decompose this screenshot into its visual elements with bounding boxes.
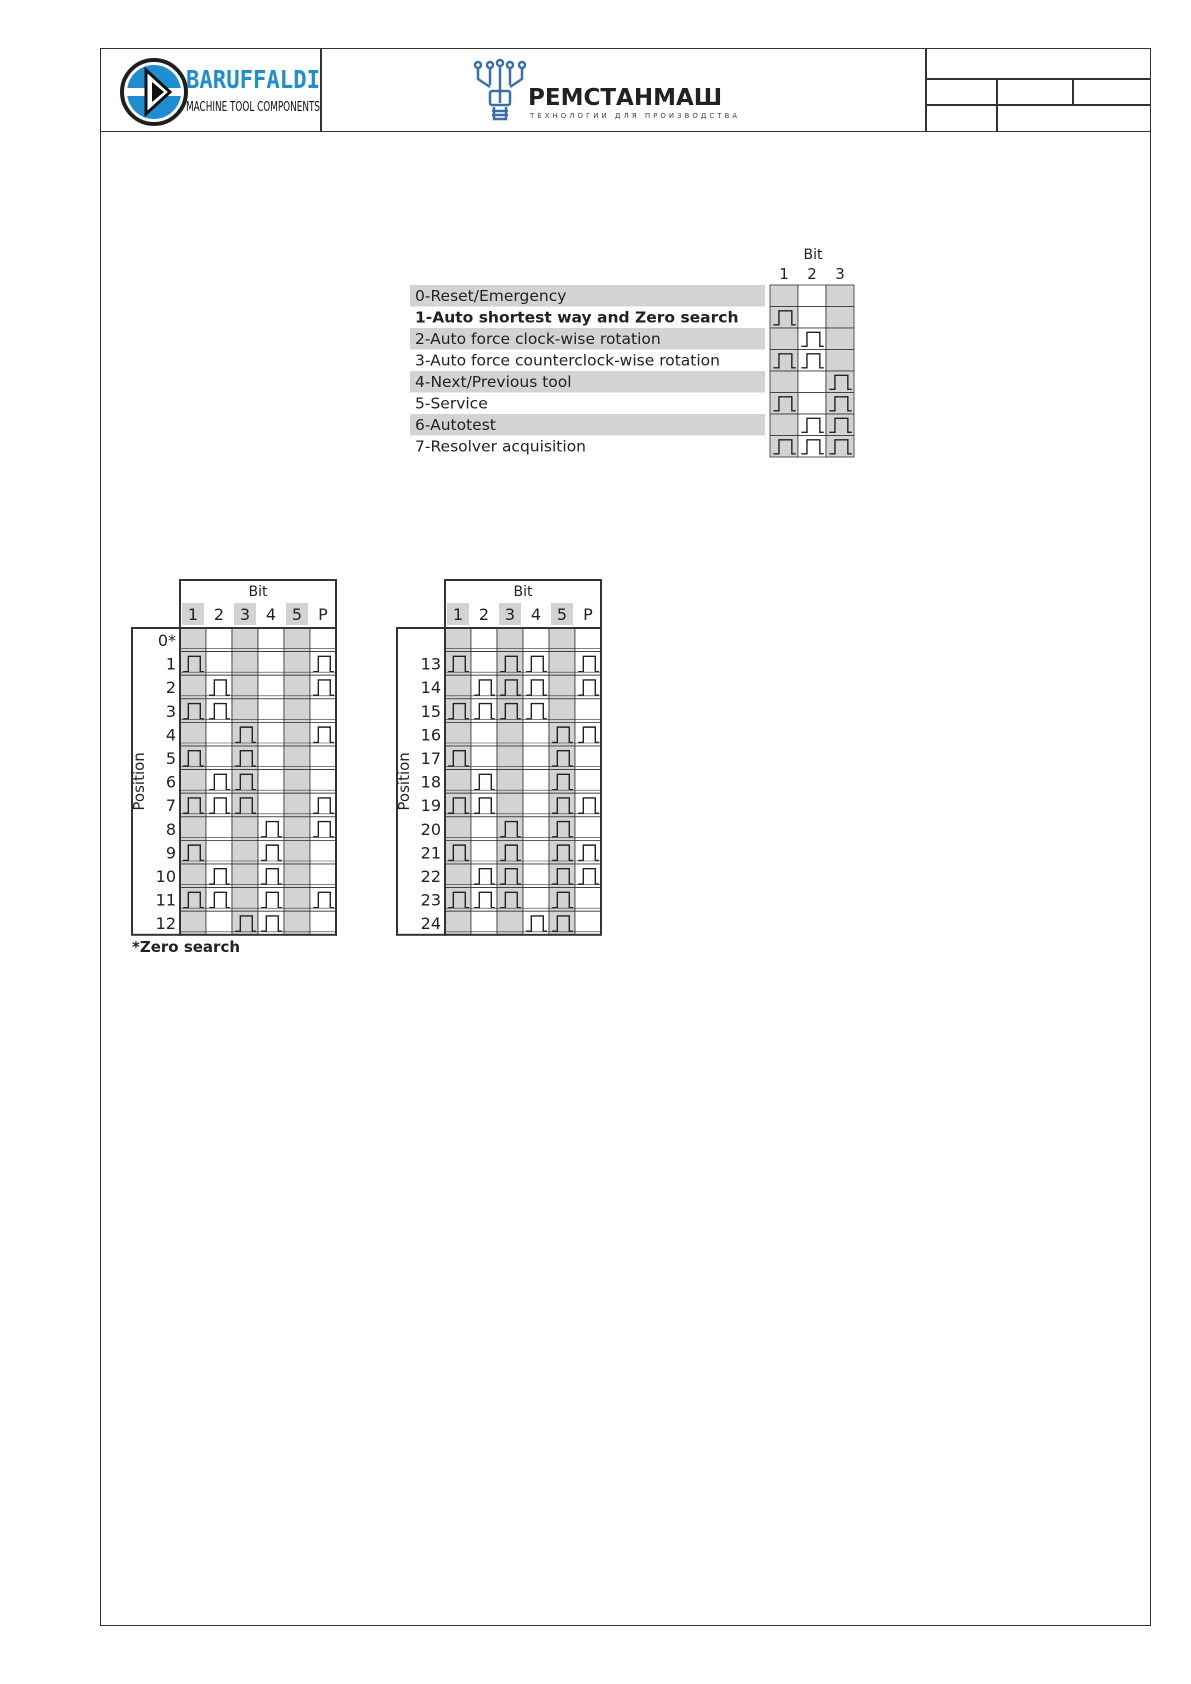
pos-col-header: 5 xyxy=(291,605,303,624)
cmd-bit-header: Bit xyxy=(803,247,823,263)
pos-bit-cell xyxy=(310,840,336,864)
pos-bit-cell xyxy=(232,864,258,888)
pos-bit-cell xyxy=(310,911,336,935)
pos-bit-cell xyxy=(310,864,336,888)
pos-bit-cell xyxy=(284,722,310,746)
pos-bit-cell xyxy=(180,911,206,935)
circuit-icon xyxy=(475,60,525,119)
cmd-bit-cell xyxy=(826,328,854,350)
pos-bit-cell xyxy=(497,793,523,817)
header-grid-line-4 xyxy=(1072,78,1074,104)
pos-bit-cell xyxy=(497,628,523,652)
pos-bit-cell xyxy=(575,911,601,935)
pos-row-number: 3 xyxy=(165,701,176,721)
pos-bit-cell xyxy=(575,628,601,652)
pos-bit-cell xyxy=(284,793,310,817)
pos-bit-cell xyxy=(445,817,471,841)
pos-row-number: 19 xyxy=(420,796,441,816)
pos-bit-cell xyxy=(284,840,310,864)
pos-row-number: 4 xyxy=(165,725,176,745)
pos-bit-cell xyxy=(310,746,336,770)
cmd-row-label: 6-Autotest xyxy=(415,416,496,434)
brand-tagline-right: ТЕХНОЛОГИИ ДЛЯ ПРОИЗВОДСТВА xyxy=(530,112,741,120)
pos-bit-cell xyxy=(284,911,310,935)
pos-axis-label: Position xyxy=(130,752,148,811)
pos-row-number: 17 xyxy=(420,749,441,768)
pos-bit-cell xyxy=(258,652,284,676)
brand-tagline-left: MACHINE TOOL COMPONENTS xyxy=(186,100,320,115)
pos-bit-cell xyxy=(258,746,284,770)
pos-bit-cell xyxy=(471,840,497,864)
pos-bit-cell xyxy=(180,817,206,841)
position-table-2-svg xyxy=(395,578,635,968)
pos-bit-header: Bit xyxy=(513,584,533,600)
pos-row-number: 8 xyxy=(165,819,176,839)
pos-bit-cell xyxy=(232,675,258,699)
pos-row-number: 6 xyxy=(165,772,176,792)
pos-row-number: 12 xyxy=(155,914,176,934)
pos-bit-cell xyxy=(471,652,497,676)
pos-bit-cell xyxy=(549,652,575,676)
cmd-bit-cell xyxy=(826,307,854,329)
cmd-bit-number: 3 xyxy=(835,265,845,283)
command-bit-table xyxy=(410,245,860,465)
pos-bit-cell xyxy=(445,864,471,888)
pos-bit-cell xyxy=(180,675,206,699)
pos-bit-cell xyxy=(206,911,232,935)
pos-bit-cell xyxy=(258,722,284,746)
pos-bit-cell xyxy=(575,817,601,841)
cmd-row-label: 4-Next/Previous tool xyxy=(415,373,572,391)
brand-name-left: BARUFFALDI xyxy=(186,65,320,94)
pos-row-number: 20 xyxy=(420,819,441,839)
pos-bit-cell xyxy=(258,770,284,794)
pos-row-number: 22 xyxy=(420,867,441,886)
pos-bit-cell xyxy=(497,770,523,794)
pos-bit-cell xyxy=(258,699,284,723)
pos-bit-cell xyxy=(523,817,549,841)
pos-bit-cell xyxy=(523,793,549,817)
pos-bit-cell xyxy=(180,628,206,652)
pos-bit-cell xyxy=(232,888,258,912)
pos-bit-cell xyxy=(471,628,497,652)
brand-name-right: РЕМСТАНМАШ xyxy=(528,85,723,111)
position-table-1 xyxy=(130,578,370,968)
pos-bit-cell xyxy=(310,770,336,794)
cmd-bit-cell xyxy=(770,285,798,307)
remstanmash-logo xyxy=(470,55,750,127)
baruffaldi-logo xyxy=(118,56,323,126)
cmd-row-label: 5-Service xyxy=(415,394,488,413)
cmd-row-label: 0-Reset/Emergency xyxy=(415,287,567,305)
pos-bit-cell xyxy=(549,628,575,652)
pos-col-header: 2 xyxy=(478,605,490,624)
pos-col-header: P xyxy=(318,605,328,624)
pos-col-header: 2 xyxy=(213,605,225,624)
pos-bit-cell xyxy=(284,652,310,676)
pos-bit-cell xyxy=(497,911,523,935)
pos-bit-cell xyxy=(549,675,575,699)
pos-row-number: 15 xyxy=(420,701,441,721)
pos-bit-cell xyxy=(206,840,232,864)
pos-bit-cell xyxy=(310,628,336,652)
pos-bit-cell xyxy=(232,817,258,841)
pos-bit-cell xyxy=(232,840,258,864)
position-table-1-svg xyxy=(130,578,370,968)
pos-bit-cell xyxy=(497,722,523,746)
header-grid-line-1 xyxy=(925,78,1151,80)
pos-bit-cell xyxy=(523,840,549,864)
pos-row-number: 10 xyxy=(155,867,176,886)
pos-bit-cell xyxy=(232,652,258,676)
pos-bit-cell xyxy=(523,628,549,652)
pos-bit-cell xyxy=(445,675,471,699)
cmd-bit-cell xyxy=(798,307,826,329)
pos-bit-cell xyxy=(284,864,310,888)
pos-row-number: 2 xyxy=(165,678,176,698)
pos-row-number: 9 xyxy=(165,843,176,863)
pos-row-number: 14 xyxy=(420,678,441,698)
cmd-bit-cell xyxy=(798,393,826,415)
pos-bit-cell xyxy=(258,675,284,699)
pos-bit-cell xyxy=(523,722,549,746)
pos-bit-cell xyxy=(232,699,258,723)
pos-bit-cell xyxy=(206,746,232,770)
pos-bit-cell xyxy=(471,746,497,770)
pos-bit-cell xyxy=(284,746,310,770)
pos-col-header: 4 xyxy=(530,605,542,624)
cmd-bit-cell xyxy=(770,328,798,350)
pos-bit-cell xyxy=(575,699,601,723)
pos-col-header: 3 xyxy=(239,605,251,624)
pos-bit-cell xyxy=(232,628,258,652)
pos-bit-cell xyxy=(471,722,497,746)
header-grid-line-3 xyxy=(996,78,998,132)
pos-bit-cell xyxy=(258,628,284,652)
pos-bit-cell xyxy=(258,793,284,817)
pos-bit-cell xyxy=(206,628,232,652)
pos-row-number: 23 xyxy=(420,890,441,910)
pos-bit-cell xyxy=(445,628,471,652)
zero-search-footnote: *Zero search xyxy=(132,937,241,956)
pos-bit-cell xyxy=(284,675,310,699)
pos-col-header: 5 xyxy=(556,605,568,624)
pos-axis-label: Position xyxy=(395,752,413,811)
pos-col-header: P xyxy=(583,605,593,624)
pos-bit-cell xyxy=(445,911,471,935)
cmd-bit-cell xyxy=(826,350,854,372)
pos-row-number: 7 xyxy=(165,796,176,816)
cmd-bit-number: 1 xyxy=(779,265,789,283)
pos-col-header: 4 xyxy=(265,605,277,624)
pos-bit-cell xyxy=(180,770,206,794)
cmd-row-label: 2-Auto force clock-wise rotation xyxy=(415,330,661,348)
pos-bit-cell xyxy=(180,864,206,888)
cmd-bit-cell xyxy=(770,414,798,436)
pos-bit-cell xyxy=(310,699,336,723)
header-grid-line-2 xyxy=(925,104,1151,106)
cmd-bit-number: 2 xyxy=(807,265,817,283)
pos-row-number: 24 xyxy=(420,914,441,934)
command-bit-table-svg xyxy=(410,245,860,465)
pos-row-number: 11 xyxy=(155,890,176,910)
pos-bit-cell xyxy=(575,746,601,770)
pos-bit-header: Bit xyxy=(248,584,268,600)
pos-bit-cell xyxy=(471,911,497,935)
cmd-bit-cell xyxy=(798,285,826,307)
pos-bit-cell xyxy=(445,770,471,794)
pos-col-header: 3 xyxy=(504,605,516,624)
pos-bit-cell xyxy=(523,888,549,912)
pos-bit-cell xyxy=(575,770,601,794)
pos-bit-cell xyxy=(523,864,549,888)
position-table-2 xyxy=(395,578,635,968)
cmd-row-label: 7-Resolver acquisition xyxy=(415,437,586,456)
pos-bit-cell xyxy=(497,746,523,770)
pos-bit-cell xyxy=(284,628,310,652)
pos-row-number: 5 xyxy=(165,749,176,768)
pos-bit-cell xyxy=(445,722,471,746)
pos-row-number: 16 xyxy=(420,725,441,745)
pos-bit-cell xyxy=(523,770,549,794)
pos-row-number: 1 xyxy=(165,654,176,674)
cmd-bit-cell xyxy=(770,371,798,393)
pos-bit-cell xyxy=(284,770,310,794)
pos-row-number: 21 xyxy=(420,843,441,863)
pos-bit-cell xyxy=(284,699,310,723)
pos-row-number: 13 xyxy=(420,654,441,674)
pos-bit-cell xyxy=(575,888,601,912)
cmd-bit-cell xyxy=(798,371,826,393)
header-divider-2 xyxy=(925,48,927,132)
pos-bit-cell xyxy=(180,722,206,746)
pos-col-header: 1 xyxy=(452,605,464,624)
pos-bit-cell xyxy=(284,817,310,841)
pos-bit-cell xyxy=(284,888,310,912)
pos-row-number: 18 xyxy=(420,772,441,792)
cmd-row-label: 3-Auto force counterclock-wise rotation xyxy=(415,351,720,370)
pos-bit-cell xyxy=(549,699,575,723)
cmd-row-label: 1-Auto shortest way and Zero search xyxy=(415,308,739,327)
cmd-bit-cell xyxy=(826,285,854,307)
pos-bit-cell xyxy=(206,817,232,841)
pos-row-number: 0* xyxy=(157,631,176,650)
pos-bit-cell xyxy=(206,722,232,746)
pos-bit-cell xyxy=(523,746,549,770)
pos-bit-cell xyxy=(471,817,497,841)
pos-col-header: 1 xyxy=(187,605,199,624)
pos-bit-cell xyxy=(206,652,232,676)
